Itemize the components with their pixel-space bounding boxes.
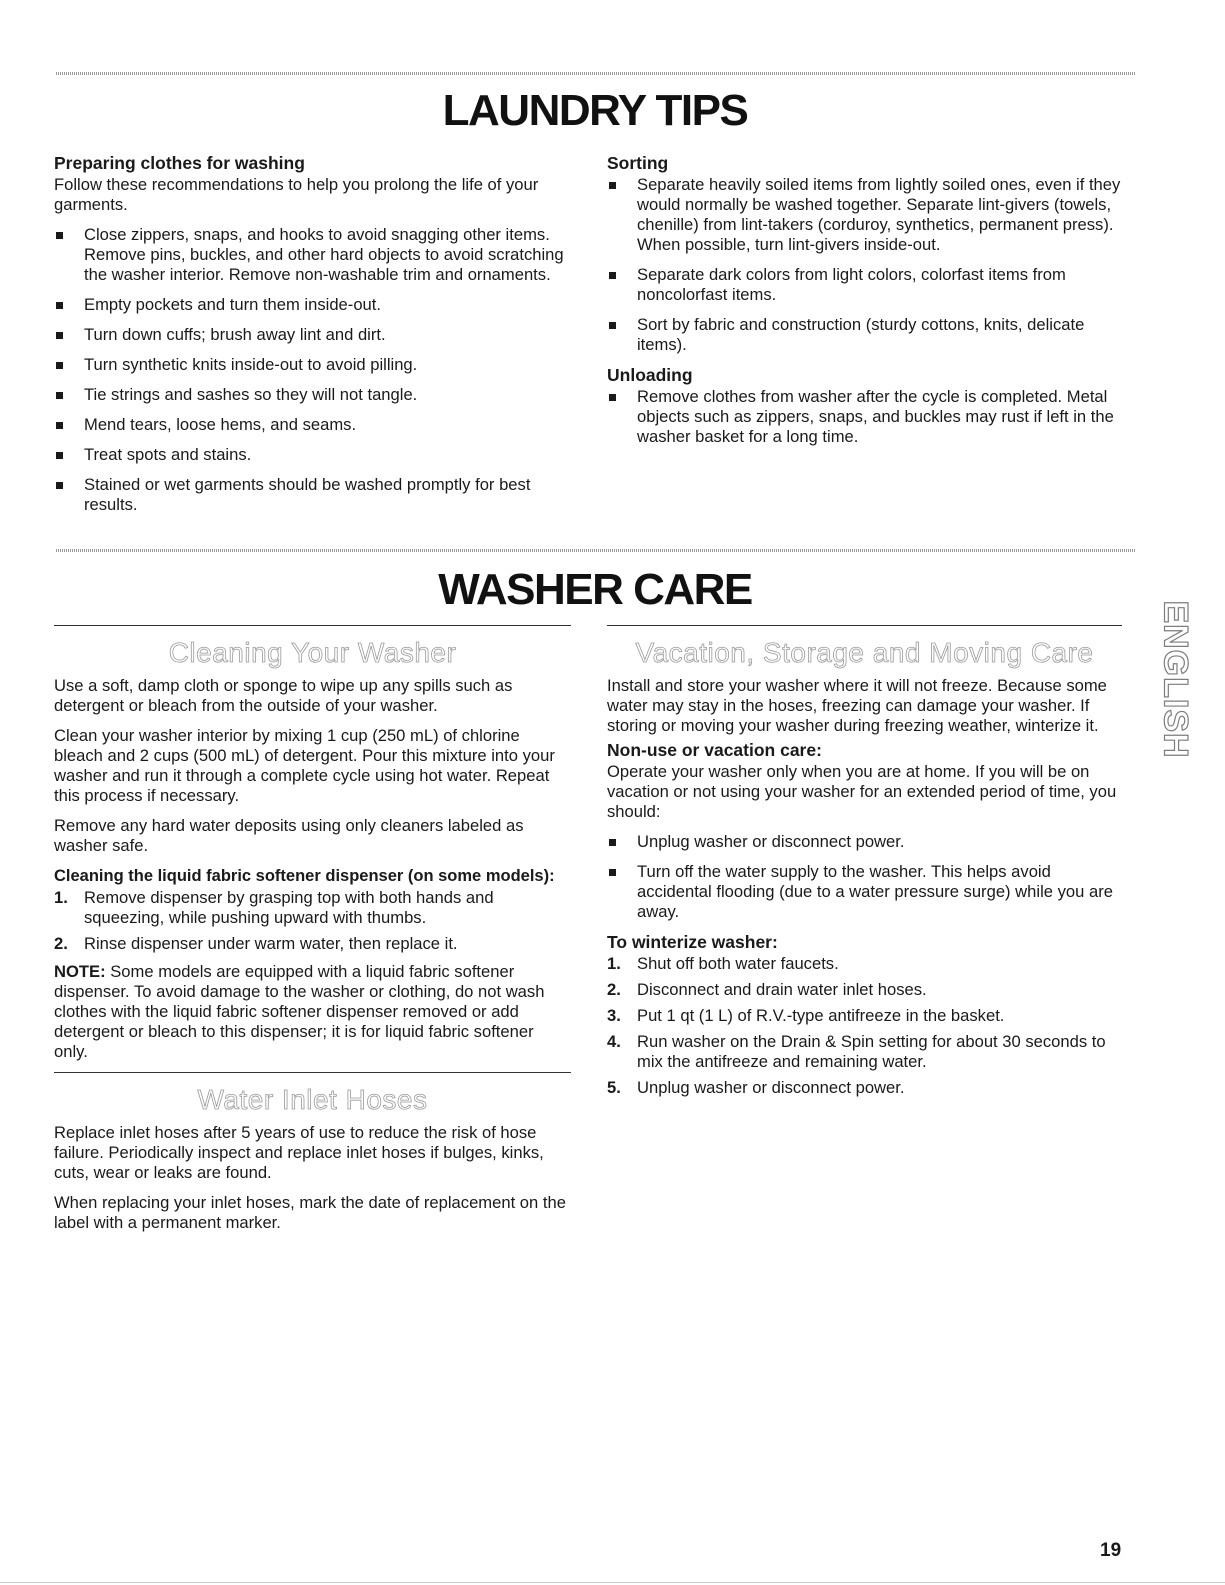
list-item: Turn synthetic knits inside-out to avoid pilling. [54,355,574,375]
list-item: Tie strings and sashes so they will not tangle. [54,385,574,405]
language-side-tab [1155,572,1195,787]
page-bottom-edge [0,1582,1225,1583]
unloading-list [607,387,1127,447]
preparing-intro: Follow these recommendations to help you prolong the life of your garments. [54,175,539,214]
top-divider [56,72,1136,75]
sorting-column [607,153,1127,457]
vacation-intro: Install and store your washer where it will not freeze. Because some water may stay in the hoses, freezing can damage your washer. If storing or moving your washer during freezing weather, winterize it. [607,676,1107,735]
list-item [54,888,571,928]
washer-care-title: WASHER CARE [438,565,752,614]
section-rule [607,625,1122,626]
list-item [607,1078,1122,1098]
list-item: Separate dark colors from light colors, colorfast items from noncolorfast items. [607,265,1127,305]
note-paragraph [54,962,571,1062]
preparing-column [54,153,574,525]
list-item: Stained or wet garments should be washed promptly for best results. [54,475,574,515]
cleaning-paragraph-1: Use a soft, damp cloth or sponge to wipe up any spills such as detergent or bleach from the outside of your washer. [54,676,513,715]
cleaning-paragraph-3: Remove any hard water deposits using only cleaners labeled as washer safe. [54,816,524,855]
cleaning-paragraph-2: Clean your washer interior by mixing 1 cup (250 mL) of chlorine bleach and 2 cups (500 mL) of detergent. Pour this mixture into your washer and run it through a complete cycle using hot water. Repeat this process if necessary. [54,726,555,805]
step-text: Shut off both water faucets. [637,954,839,973]
step-number: 3. [607,1006,621,1025]
list-item [607,1006,1122,1026]
nonuse-list [607,832,1122,922]
washer-care-right-column [607,625,1122,1106]
middle-divider [56,549,1136,552]
page-number: 19 [1100,1540,1122,1561]
step-number: 2. [54,934,68,953]
language-label: ENGLISH [1156,600,1195,759]
list-item: Turn down cuffs; brush away lint and dirt. [54,325,574,345]
dispenser-heading: Cleaning the liquid fabric softener dispenser (on some models): [54,867,555,885]
section-rule [54,1072,571,1073]
note-label: NOTE: [54,962,106,981]
step-number: 4. [607,1032,621,1051]
nonuse-heading: Non-use or vacation care: [607,740,822,760]
step-number: 1. [54,888,68,907]
step-text: Disconnect and drain water inlet hoses. [637,980,927,999]
winterize-heading: To winterize washer: [607,932,778,952]
list-item [54,934,571,954]
note-text: Some models are equipped with a liquid fabric softener dispenser. To avoid damage to the washer or clothing, do not wash clothes with the liquid fabric softener dispenser removed or add detergent or bleach to this dispenser; it is for liquid fabric softener only. [54,962,545,1061]
sorting-list [607,175,1127,355]
step-number: 2. [607,980,621,999]
preparing-heading: Preparing clothes for washing [54,153,305,173]
unloading-heading: Unloading [607,365,693,385]
winterize-steps [607,954,1122,1098]
list-item [607,1032,1122,1072]
nonuse-text: Operate your washer only when you are at home. If you will be on vacation or not using your washer for an extended period of time, you should: [607,762,1117,821]
list-item [607,954,1122,974]
hoses-paragraph-2: When replacing your inlet hoses, mark the date of replacement on the label with a permanent marker. [54,1193,566,1232]
step-number: 1. [607,954,621,973]
sorting-heading: Sorting [607,153,669,173]
hoses-heading: Water Inlet Hoses [197,1084,428,1115]
list-item: Unplug washer or disconnect power. [607,832,1122,852]
list-item: Treat spots and stains. [54,445,574,465]
step-text: Remove dispenser by grasping top with both hands and squeezing, while pushing upward with thumbs. [84,888,494,927]
list-item: Separate heavily soiled items from lightly soiled ones, even if they would normally be washed together. Separate lint-givers (towels, chenille) from lint-takers (corduroy, synthetics, permanent press). When possible, turn lint-givers inside-out. [607,175,1127,255]
list-item: Turn off the water supply to the washer. This helps avoid accidental flooding (due to a water pressure surge) while you are away. [607,862,1122,922]
preparing-list [54,225,574,515]
dispenser-steps [54,888,571,954]
cleaning-heading: Cleaning Your Washer [168,637,457,668]
laundry-tips-title: LAUNDRY TIPS [442,86,748,135]
list-item: Close zippers, snaps, and hooks to avoid snagging other items. Remove pins, buckles, and other hard objects to avoid scratching the washer interior. Remove non-washable trim and ornaments. [54,225,574,285]
list-item: Empty pockets and turn them inside-out. [54,295,574,315]
step-text: Rinse dispenser under warm water, then replace it. [84,934,458,953]
vacation-heading: Vacation, Storage and Moving Care [635,637,1094,668]
hoses-paragraph-1: Replace inlet hoses after 5 years of use to reduce the risk of hose failure. Periodically inspect and replace inlet hoses if bulges, kinks, cuts, wear or leaks are found. [54,1123,544,1182]
list-item: Remove clothes from washer after the cycle is completed. Metal objects such as zippers, snaps, and buckles may rust if left in the washer basket for a long time. [607,387,1127,447]
step-text: Put 1 qt (1 L) of R.V.-type antifreeze in the basket. [637,1006,1005,1025]
list-item: Mend tears, loose hems, and seams. [54,415,574,435]
list-item [607,980,1122,1000]
washer-care-left-column [54,625,571,1243]
list-item: Sort by fabric and construction (sturdy cottons, knits, delicate items). [607,315,1127,355]
step-text: Unplug washer or disconnect power. [637,1078,905,1097]
step-text: Run washer on the Drain & Spin setting for about 30 seconds to mix the antifreeze and remaining water. [637,1032,1106,1071]
step-number: 5. [607,1078,621,1097]
section-rule [54,625,571,626]
